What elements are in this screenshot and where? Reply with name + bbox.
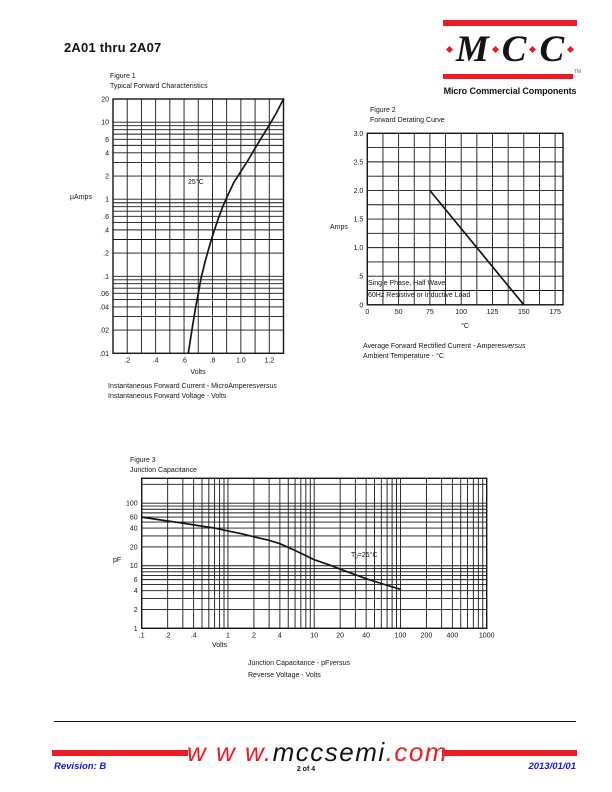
figure3-x-tick-label: 400 — [446, 632, 459, 640]
figure3-x-tick-label: 1000 — [478, 632, 495, 640]
figure2-y-tick-label: 0 — [359, 302, 364, 310]
figure3-title: Figure 3 — [130, 457, 156, 464]
part-number-title: 2A01 thru 2A07 — [64, 40, 162, 55]
figure1-y-tick-label: 6 — [105, 136, 109, 144]
figure1-x-tick-label: .6 — [181, 357, 187, 365]
figure1-x-tick-label: .2 — [124, 357, 131, 365]
figure3-caption-line2: Reverse Voltage - Volts — [248, 672, 321, 679]
figure3-y-tick-label: 40 — [129, 525, 138, 533]
website-url — [187, 737, 448, 767]
url-tld: .com — [385, 737, 448, 767]
figure3-subtitle: Junction Capacitance — [130, 467, 197, 474]
figure2-x-tick-label: 150 — [517, 308, 530, 316]
figure2-note-line1: Single Phase, Half Wave — [368, 280, 446, 287]
figure2-y-tick-label: .5 — [357, 273, 364, 281]
figure3-y-tick-label: 1 — [133, 625, 138, 633]
logo-bar-bottom — [443, 74, 573, 80]
logo-trademark: TM — [574, 69, 582, 75]
figure3-x-tick-label: 2 — [251, 632, 256, 640]
figure2-caption-line1 — [363, 342, 526, 352]
figure1-caption-line2: Instantaneous Forward Voltage - Volts — [108, 393, 227, 400]
logo-tagline: Micro Commercial Components — [443, 86, 577, 96]
figure1-y-tick-label: .06 — [99, 290, 109, 298]
caption-text: Junction Capacitance - pF — [248, 660, 330, 667]
versus-word: versus — [504, 343, 526, 350]
figure2-x-tick-label: 125 — [486, 308, 499, 316]
figure3-x-tick-label: 10 — [310, 632, 319, 640]
figure3-y-axis-unit: pF — [113, 557, 122, 564]
figure3-y-tick-label: 20 — [129, 544, 138, 552]
caption-text: Average Forward Rectified Current - Amperes — [363, 343, 505, 350]
figure1-title: Figure 1 — [110, 73, 136, 80]
versus-word: versus — [256, 383, 277, 390]
figure1-y-tick-label: 4 — [105, 150, 109, 158]
figure3-caption — [248, 658, 350, 682]
url-www: w w w. — [187, 737, 273, 767]
figure2-x-tick-label: 175 — [549, 308, 561, 316]
figure1-y-tick-label: .4 — [103, 227, 109, 235]
figure3-y-tick-label: 4 — [133, 588, 138, 596]
figure2-x-tick-label: 100 — [455, 308, 468, 316]
figure2-y-tick-label: 1.5 — [353, 216, 364, 224]
figure3-x-tick-label: 20 — [336, 632, 345, 640]
figure2-y-tick-label: 2.5 — [353, 159, 364, 167]
logo-letter-c2: C — [539, 29, 565, 70]
url-domain: mccsemi — [272, 737, 386, 767]
figure1-annotation-temp: 25°C — [188, 179, 204, 186]
figure3-y-tick-label: 60 — [129, 514, 138, 522]
annotation-post: =25°C — [357, 552, 378, 559]
figure2-caption-line2: Ambient Temperature - °C — [363, 353, 444, 360]
figure1-caption — [108, 382, 277, 402]
figure1-x-tick-label: .8 — [209, 357, 216, 365]
figure1-y-tick-label: .6 — [103, 213, 109, 221]
figure1-y-tick-label: .04 — [99, 304, 109, 312]
logo-dot-icon — [529, 46, 536, 53]
figure2-note-line2: 60Hz Resistive or Inductive Load — [368, 291, 471, 299]
versus-word: versus — [329, 660, 350, 667]
figure3-y-tick-label: 10 — [129, 563, 138, 571]
footer-rule — [54, 721, 576, 722]
logo-letters — [443, 26, 577, 74]
figure1-y-tick-label: 1 — [105, 196, 109, 204]
figure3-annotation-temp — [351, 552, 378, 561]
figure2-y-tick-label: 2.0 — [353, 187, 364, 195]
caption-text: Instantaneous Forward Current - MicroAmperes — [108, 383, 257, 390]
figure1-y-tick-label: .2 — [103, 250, 109, 258]
figure1-x-tick-label: 1.0 — [236, 357, 246, 365]
logo-dot-icon — [446, 46, 453, 53]
figure2-x-axis-unit: °C — [461, 323, 469, 330]
figure3-x-tick-label: .4 — [190, 632, 197, 640]
figure1-y-tick-label: .01 — [99, 350, 109, 358]
figure3-x-tick-label: 4 — [277, 632, 282, 640]
figure2-y-tick-label: 1.0 — [353, 245, 364, 253]
figure2-header — [370, 106, 445, 126]
figure2-y-tick-label: 3.0 — [353, 130, 364, 138]
figure1-frame — [113, 99, 284, 353]
figure2-condition-note — [368, 278, 470, 301]
footer-bar-left — [52, 750, 188, 756]
figure1-caption-line1 — [108, 382, 277, 392]
annotation-pre: T — [351, 552, 356, 559]
figure2-x-tick-label: 50 — [394, 308, 403, 316]
figure2-subtitle: Forward Derating Curve — [370, 117, 445, 124]
figure1-y-tick-label: 20 — [101, 96, 109, 104]
figure1-y-tick-label: 2 — [105, 173, 109, 181]
figure1-curve — [188, 99, 283, 353]
figure1-y-tick-label: .1 — [103, 273, 109, 281]
annotation-sub: J — [355, 554, 358, 561]
figure3-y-tick-label: 2 — [133, 606, 138, 614]
figure1-x-axis-unit: Volts — [190, 369, 206, 376]
figure2-y-axis-unit: Amps — [330, 224, 348, 231]
footer-bar-right — [442, 750, 577, 756]
figure1-subtitle: Typical Forward Characteristics — [110, 83, 208, 90]
revision-label: Revision: B — [54, 761, 107, 772]
figure2-title: Figure 2 — [370, 107, 396, 114]
figure3-y-tick-label: 100 — [126, 500, 138, 508]
logo-dot-icon — [492, 46, 499, 53]
figure3-x-tick-label: 200 — [420, 632, 433, 640]
figure3-x-tick-label: 40 — [362, 632, 371, 640]
figure1-header — [110, 72, 208, 92]
figure3-caption-line1 — [248, 658, 350, 670]
figure2-x-tick-label: 0 — [365, 308, 370, 316]
figure1-x-tick-label: 1.2 — [264, 357, 275, 365]
logo-letter-c1: C — [501, 29, 527, 70]
figure2-x-tick-label: 75 — [426, 308, 434, 316]
figure1-y-tick-label: 10 — [101, 119, 109, 127]
figure2-caption — [363, 342, 526, 362]
date-label: 2013/01/01 — [528, 761, 576, 772]
figure3-x-axis-unit: Volts — [212, 642, 228, 649]
mcc-logo — [443, 20, 582, 96]
logo-dot-icon — [567, 46, 574, 53]
figure1-x-tick-label: .4 — [152, 357, 159, 365]
figure1-y-axis-unit: µAmps — [70, 194, 92, 201]
figure3-frame — [142, 478, 487, 628]
figure1-y-tick-label: .02 — [99, 327, 109, 335]
figure3-y-tick-label: 6 — [133, 577, 138, 585]
page-number: 2 of 4 — [296, 766, 316, 773]
figure3-x-tick-label: .1 — [138, 632, 145, 640]
logo-letter-m: M — [455, 29, 489, 70]
figure3-x-tick-label: .2 — [164, 632, 171, 640]
figure3-header — [130, 456, 197, 476]
figure3-x-tick-label: 1 — [225, 632, 230, 640]
figure3-x-tick-label: 100 — [394, 632, 407, 640]
